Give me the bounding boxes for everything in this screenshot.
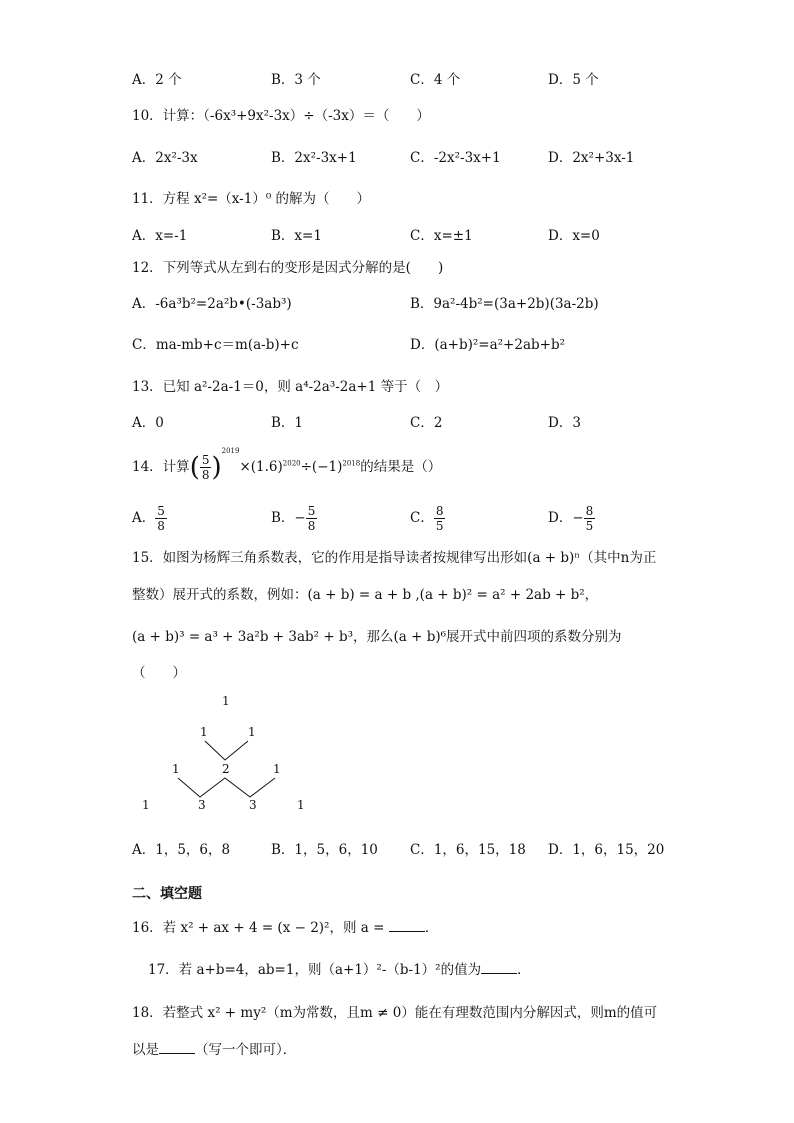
- q15-line-4: （ ）: [132, 665, 186, 681]
- q10-stem: 10．计算：（-6x³+9x²-3x）÷（-3x）＝（ ）: [132, 108, 430, 124]
- tri-r1-2: 1: [248, 725, 256, 739]
- q15-line-2: 整数）展开式的系数，例如：(a + b) = a + b ,(a + b)² = a² + 2ab + b²，: [132, 587, 599, 603]
- q12-option-c: C．ma-mb+c＝m(a-b)+c: [132, 337, 299, 353]
- q15-option-c: C．1，6，15，18: [410, 842, 526, 858]
- q11-option-b: B．x=1: [271, 228, 322, 244]
- q14-option-a: A． $\frac{5}{8}$: [132, 504, 165, 533]
- q16: 16．若 x² + ax + 4 = (x − 2)²，则 a = ．: [132, 920, 439, 936]
- yang-hui-triangle-figure: [130, 690, 330, 820]
- tri-r3-4: 1: [297, 798, 305, 812]
- q15-option-a: A．1，5，6，8: [132, 842, 231, 858]
- q13-option-a: A．0: [132, 415, 164, 431]
- tri-connector-2: [178, 778, 275, 797]
- q14-option-c: C． $\frac{8}{5}$: [410, 504, 444, 533]
- q9-option-d: D．5 个: [548, 72, 599, 88]
- q10-option-b: B．2x²-3x+1: [271, 150, 357, 166]
- q15-line-3: (a + b)³ = a³ + 3a²b + 3ab² + b³，那么(a + b)⁶展开式中前四项的系数分别为: [132, 629, 622, 645]
- q17-answer-blank[interactable]: [481, 961, 517, 974]
- tri-r2-1: 1: [172, 762, 180, 776]
- q14-option-b: B．− $\frac{5}{8}$: [271, 504, 316, 533]
- q14-fraction: $\frac{5}{8}$: [201, 453, 210, 482]
- q13-option-c: C．2: [410, 415, 443, 431]
- tri-connector-1: [205, 741, 248, 760]
- q10-option-d: D．2x²+3x-1: [548, 150, 635, 166]
- tri-r1-1: 1: [200, 725, 208, 739]
- q11-option-a: A．x=-1: [132, 228, 188, 244]
- q17: 17．若 a+b=4，ab=1，则（a+1）²-（b-1）²的值为 ．: [148, 962, 531, 978]
- q10-option-c: C．-2x²-3x+1: [410, 150, 501, 166]
- q15-option-b: B．1，5，6，10: [271, 842, 378, 858]
- tri-r3-3: 3: [249, 798, 257, 812]
- q13-stem: 13．已知 a²-2a-1＝0，则 a⁴-2a³-2a+1 等于（ ）: [132, 379, 449, 395]
- q9-option-a: A．2 个: [132, 72, 182, 88]
- tri-r2-3: 1: [273, 762, 281, 776]
- q9-option-b: B．3 个: [271, 72, 321, 88]
- q14-stem: 14．计算( $\frac{5}{8}$ )$^{2019}\times(1.6)^{2020}\div(-1)^{2018}$的结果是（）: [132, 447, 442, 483]
- q14-prefix: 14．计算: [132, 459, 190, 475]
- q10-option-a: A．2x²-3x: [132, 150, 198, 166]
- q12-option-b: B．9a²-4b²=(3a+2b)(3a-2b): [410, 296, 599, 312]
- q15-option-d: D．1，6，15，20: [548, 842, 665, 858]
- q14-option-d: D．− $\frac{8}{5}$: [548, 504, 594, 533]
- q13-option-d: D．3: [548, 415, 581, 431]
- q13-option-b: B．1: [271, 415, 304, 431]
- q11-option-d: D．x=0: [548, 228, 600, 244]
- tri-r2-2: 2: [222, 762, 230, 776]
- q15-line-1: 15．如图为杨辉三角系数表，它的作用是指导读者按规律写出形如(a + b)ⁿ（其中n为正: [132, 550, 657, 566]
- q18-answer-blank[interactable]: [159, 1041, 195, 1054]
- q18-line-2: 以是 （写一个即可）．: [132, 1042, 297, 1058]
- tri-r3-1: 1: [142, 798, 150, 812]
- q12-option-d: D．(a+b)²=a²+2ab+b²: [410, 337, 565, 353]
- q14-suffix: 的结果是（）: [360, 459, 442, 475]
- q12-option-a: A．-6a³b²=2a²b•(-3ab³): [132, 296, 292, 312]
- q11-option-c: C．x=±1: [410, 228, 473, 244]
- tri-r3-2: 3: [198, 798, 206, 812]
- q18-line-1: 18．若整式 x² + my²（m为常数，且m ≠ 0）能在有理数范围内分解因式，则m的值可: [132, 1005, 658, 1021]
- q16-answer-blank[interactable]: [389, 919, 425, 932]
- q11-stem: 11．方程 x²=（x-1）⁰ 的解为（ ）: [132, 191, 371, 207]
- tri-r0-1: 1: [222, 694, 230, 708]
- q12-stem: 12．下列等式从左到右的变形是因式分解的是( ): [132, 260, 444, 276]
- q9-option-c: C．4 个: [410, 72, 461, 88]
- section-title-fill-in: 二、填空题: [132, 886, 202, 902]
